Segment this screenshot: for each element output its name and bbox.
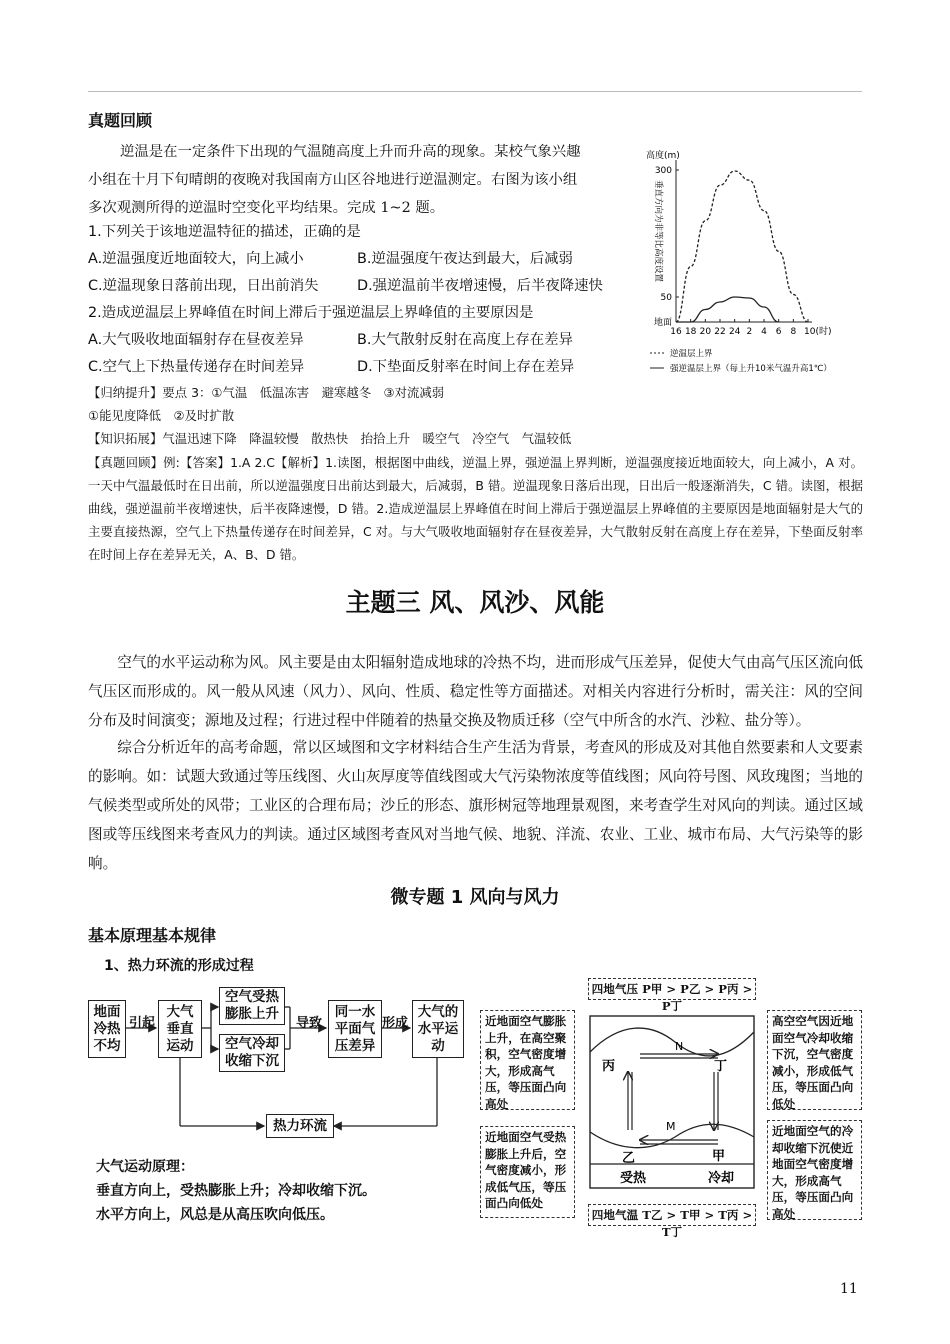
micro-topic-title: 微专题 1 风向与风力 — [390, 887, 560, 908]
q2-option-c: C.空气上下热量传递存在时间差异 — [88, 359, 305, 375]
q2-option-b: B.大气散射反射在高度上存在差异 — [357, 332, 573, 348]
temperature-order-box: 四地气温 T乙 > T甲 > T丙 > T丁 — [588, 1204, 756, 1226]
header-rule — [88, 91, 862, 92]
circulation-diagram — [480, 978, 864, 1239]
q2-option-d: D.下垫面反射率在时间上存在差异 — [357, 359, 575, 375]
legend-1: 逆温层上界 — [670, 349, 713, 359]
box-pressure-difference: 同一水 平面气 压差异 — [328, 1000, 382, 1058]
q1-option-d: D.强逆温前半夜增速慢，后半夜降速快 — [357, 278, 603, 294]
x-tick-label: 18 — [684, 327, 697, 337]
x-tick-label: 10(时) — [804, 327, 832, 337]
q1-option-a: A.逆温强度近地面较大，向上减小 — [88, 251, 304, 267]
q2-option-a: A.大气吸收地面辐射存在昼夜差异 — [88, 332, 304, 348]
series-inversion-top — [676, 171, 808, 322]
page-number: 11 — [840, 1281, 858, 1297]
circulation-frame — [580, 1002, 764, 1202]
label-heated: 受热 — [620, 1171, 647, 1186]
inversion-chart — [640, 140, 870, 375]
y-tick-label: 50 — [660, 293, 672, 303]
series-strong-inversion-top — [676, 297, 779, 322]
box-heat-rise: 空气受热 膨胀上升 — [219, 987, 285, 1025]
box-horizontal-motion: 大气的 水平运 动 — [412, 1000, 464, 1058]
label-yi: 乙 — [622, 1151, 636, 1166]
box-cool-sink: 空气冷却 收缩下沉 — [219, 1034, 285, 1072]
label-jia: 甲 — [712, 1149, 726, 1164]
x-tick-label: 16 — [670, 327, 682, 337]
label-lead-to: 导致 — [296, 1016, 323, 1031]
x-tick-label: 4 — [761, 327, 767, 337]
subheading-thermal-circulation: 1、热力环流的形成过程 — [104, 958, 254, 974]
label-n: N — [675, 1040, 684, 1053]
topic-paragraph-2: 综合分析近年的高考命题，常以区域图和文字材料结合生产生活为背景，考查风的形成及对其他自然要素和人文要素的影响。如：试题大致通过等压线图、火山灰厚度等值线图或大气污染物浓度等值线图；风向符号图、风玫瑰图；当地的气候类型或所处的风带；工业区的合理布局；沙丘的形态、旗形树冠等地理景观图，来考查学生对风向的判读。通过区域图或等压线图来考查风力的判读。通过区域图考查风对当地气候、地貌、洋流、农业、工业、城市布局、大气污染等的影响。 — [88, 739, 863, 872]
x-tick-label: 6 — [775, 327, 782, 337]
q1-option-b: B.逆温强度午夜达到最大，后减弱 — [357, 251, 573, 267]
label-bing: 丙 — [602, 1059, 616, 1074]
note-high-pressure-aloft: 近地面空气膨胀上升，在高空聚积，空气密度增大，形成高气压，等压面凸向高处 — [480, 1010, 575, 1110]
chart-y-unit: 高度(m) — [646, 151, 680, 161]
intro-line-1: 逆温是在一定条件下出现的气温随高度上升而升高的现象。某校气象兴趣 — [120, 144, 581, 160]
box-vertical-motion: 大气 垂直 运动 — [158, 1000, 202, 1058]
note-extension: 【知识拓展】气温迅速下降 降温较慢 散热快 抬拾上升 暖空气 冷空气 气温较低 — [88, 431, 572, 446]
principle-title: 大气运动原理： — [96, 1159, 194, 1175]
question-1: 1.下列关于该地逆温特征的描述，正确的是 — [88, 224, 361, 240]
legend-2: 强逆温层上界（每上升10米气温升高1℃） — [670, 364, 832, 374]
box-thermal-circulation: 热力环流 — [266, 1114, 334, 1138]
topic-title: 主题三 风、风沙、风能 — [345, 588, 605, 617]
intro-line-3: 多次观测所得的逆温时空变化平均结果。完成 1~2 题。 — [88, 200, 445, 216]
topic-paragraph-1: 空气的水平运动称为风。风主要是由太阳辐射造成地球的冷热不均，进而形成气压差异，促使大气由高气压区流向低气压区而形成的。风一般从风速（风力）、风向、性质、稳定性等方面描述。对相关内容进行分析时，需关注：风的空间分布及时间演变；源地及过程；行进过程中伴随着的热量交换及物质迁移（空气中所含的水汽、沙粒、盐分等）。 — [88, 654, 863, 729]
note-high-pressure-surface: 近地面空气的冷却收缩下沉使近地面空气密度增大，形成高气压，等压面凸向高处 — [767, 1120, 862, 1220]
note-summary-2: ①能见度降低 ②及时扩散 — [88, 408, 235, 423]
x-tick-label: 2 — [746, 327, 753, 337]
basic-principles-heading: 基本原理基本规律 — [88, 926, 217, 945]
label-ding: 丁 — [714, 1059, 728, 1074]
label-m: M — [666, 1120, 676, 1133]
label-cooled: 冷却 — [708, 1171, 735, 1186]
box-uneven-heating: 地面 冷热 不均 — [88, 1000, 126, 1058]
x-tick-label: 20 — [699, 327, 712, 337]
note-low-pressure-aloft: 高空空气因近地面空气冷却收缩下沉，空气密度减小，形成低气压，等压面凸向低处 — [767, 1010, 862, 1110]
question-2: 2.造成逆温层上界峰值在时间上滞后于强逆温层上界峰值的主要原因是 — [88, 305, 534, 321]
y-tick-label: 地面 — [653, 318, 672, 328]
x-tick-label: 22 — [714, 327, 726, 337]
q1-option-c: C.逆温现象日落前出现，日出前消失 — [88, 278, 319, 294]
section-heading-review: 真题回顾 — [88, 111, 153, 130]
principle-vertical: 垂直方向上，受热膨胀上升；冷却收缩下沉。 — [96, 1183, 376, 1199]
note-summary: 【归纳提升】要点 3：①气温 低温冻害 避寒越冬 ③对流减弱 — [88, 385, 445, 400]
label-cause: 引起 — [129, 1016, 156, 1031]
answer-analysis: 【真题回顾】例:【答案】1.A 2.C【解析】1.读图，根据图中曲线，逆温上界，强逆温上界判断，逆温强度接近地面较大，向上减小，A 对。一天中气温最低时在日出前，所以逆温强度日出前达到最大，后减弱，B 错。逆温现象日落后出现，日出后一般逐渐消失，C 错。读图，根据曲线，强逆温前半夜增速快，后半夜降速慢，D 错。2.造成逆温层上界峰值在时间上滞后于强逆温层上界峰值的主要原因是地面辐射是大气的主要直接热源，空气上下热量传递存在时间差异，C 对。与大气吸收地面辐射存在昼夜差异，大气散射反射在高度上存在差异，下垫面反射率在时间上存在差异无关，A、B、D 错。 — [88, 455, 863, 562]
intro-line-2: 小组在十月下旬晴朗的夜晚对我国南方山区谷地进行逆温测定。右图为该小组 — [88, 172, 578, 188]
x-tick-label: 24 — [728, 327, 741, 337]
principle-horizontal: 水平方向上，风总是从高压吹向低压。 — [96, 1207, 334, 1223]
x-tick-label: 8 — [790, 327, 797, 337]
thermal-flow-diagram — [84, 980, 472, 1223]
y-tick-label: 300 — [654, 166, 672, 176]
label-form: 形成 — [382, 1016, 409, 1031]
note-low-pressure-surface: 近地面空气受热膨胀上升后，空气密度减小，形成低气压，等压面凸向低处 — [480, 1126, 575, 1218]
pressure-order-box: 四地气压 P甲 > P乙 > P丙 > P丁 — [588, 978, 756, 1000]
chart-y-side-label: 垂直方向为非等比高度设置 — [653, 180, 663, 283]
